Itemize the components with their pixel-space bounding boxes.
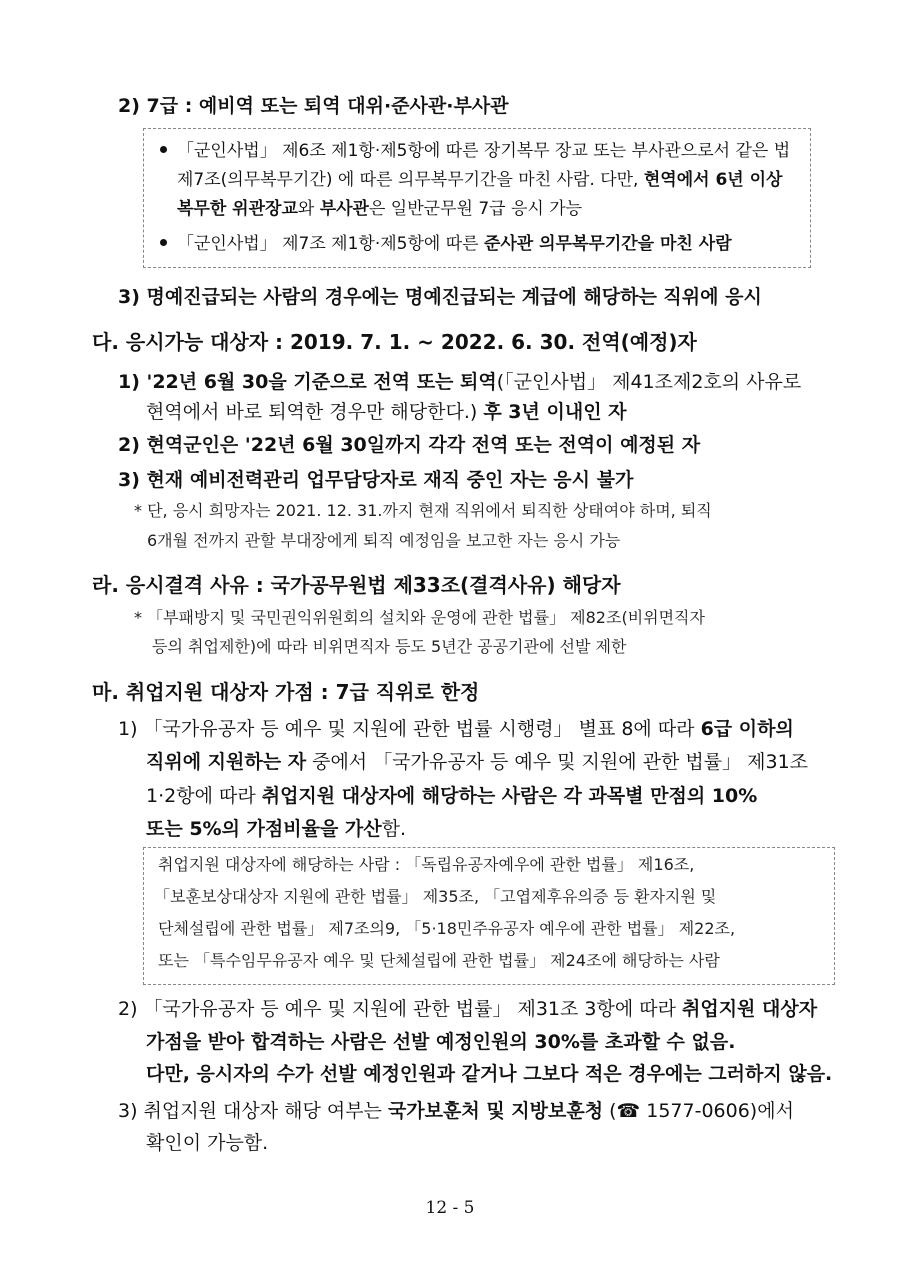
da-note-line-2: 6개월 전까지 관할 부대장에게 퇴직 예정임을 보고한 자는 응시 가능 — [147, 531, 621, 550]
ra-note-line-1: * 「부패방지 및 국민권익위원회의 설치와 운영에 관한 법률」 제82조(비위면직자 — [134, 608, 705, 627]
box2-line-3: 단체설립에 관한 법률」 제7조의9, 「5·18민주유공자 예우에 관한 법률」 제22조, — [158, 919, 736, 938]
ma-item-2-line-2: 가점을 받아 합격하는 사람은 선발 예정인원의 30%를 초과할 수 없음. — [146, 1031, 736, 1053]
da-item-1-line-2: 현역에서 바로 퇴역한 경우만 해당한다.) 후 3년 이내인 자 — [146, 401, 627, 423]
section-ma-title: 마. 취업지원 대상자 가점 : 7급 직위로 한정 — [92, 680, 480, 704]
box1-bullet-1-line-1: 「군인사법」 제6조 제1항·제5항에 따른 장기복무 장교 또는 부사관으로서 같은 법 — [160, 137, 790, 165]
section-da-title: 다. 응시가능 대상자 : 2019. 7. 1. ~ 2022. 6. 30. 전역(예정)자 — [92, 330, 697, 354]
ma-item-2-line-1: 2) 「국가유공자 등 예우 및 지원에 관한 법률」 제31조 3항에 따라 취업지원 대상자 — [118, 998, 818, 1020]
item-2-heading: 2) 7급 : 예비역 또는 퇴역 대위·준사관·부사관 — [118, 95, 509, 117]
box2-line-4: 또는 「특수임무유공자 예우 및 단체설립에 관한 법률」 제24조에 해당하는 사람 — [158, 951, 720, 970]
ma-item-1-line-2: 직위에 지원하는 자 중에서 「국가유공자 등 예우 및 지원에 관한 법률」 제31조 — [146, 751, 809, 773]
box2-line-1: 취업지원 대상자에 해당하는 사람 : 「독립유공자예우에 관한 법률」 제16조, — [158, 855, 695, 874]
ma-item-3-line-2: 확인이 가능함. — [146, 1132, 269, 1154]
ma-item-2-line-3: 다만, 응시자의 수가 선발 예정인원과 같거나 그보다 적은 경우에는 그러하지 않음. — [146, 1063, 833, 1085]
page-number: 12 - 5 — [425, 1198, 475, 1218]
ma-item-1-line-4: 또는 5%의 가점비율을 가산함. — [146, 818, 407, 840]
da-item-1-line-1: 1) '22년 6월 30을 기준으로 전역 또는 퇴역(「군인사법」 제41조제2호의 사유로 — [118, 371, 802, 393]
ma-item-3-line-1: 3) 취업지원 대상자 해당 여부는 국가보훈처 및 지방보훈청 (☎ 1577-0606)에서 — [118, 1100, 794, 1122]
da-note-line-1: * 단, 응시 희망자는 2021. 12. 31.까지 현재 직위에서 퇴직한 상태여야 하며, 퇴직 — [134, 501, 712, 520]
box1-bullet-1-line-2: 제7조(의무복무기간) 에 따른 의무복무기간을 마친 사람. 다만, 현역에서 6년 이상 — [177, 170, 783, 190]
section-ra-title: 라. 응시결격 사유 : 국가공무원법 제33조(결격사유) 해당자 — [92, 573, 621, 597]
box1-bullet-2: 「군인사법」 제7조 제1항·제5항에 따른 준사관 의무복무기간을 마친 사람 — [160, 230, 732, 258]
bullet-icon — [160, 239, 167, 246]
ra-note-line-2: 등의 취업제한)에 따라 비위면직자 등도 5년간 공공기관에 선발 제한 — [152, 637, 627, 656]
ma-item-1-line-3: 1·2항에 따라 취업지원 대상자에 해당하는 사람은 각 과목별 만점의 10% — [146, 785, 758, 807]
ma-item-1-line-1: 1) 「국가유공자 등 예우 및 지원에 관한 법률 시행령」 별표 8에 따라 6급 이하의 — [118, 718, 794, 740]
box2-line-2: 「보훈보상대상자 지원에 관한 법률」 제35조, 「고엽제후유의증 등 환자지원 및 — [154, 887, 717, 906]
item-3-heading: 3) 명예진급되는 사람의 경우에는 명예진급되는 계급에 해당하는 직위에 응시 — [118, 286, 762, 308]
da-item-3: 3) 현재 예비전력관리 업무담당자로 재직 중인 자는 응시 불가 — [118, 469, 634, 491]
bullet-icon — [160, 146, 167, 153]
da-item-2: 2) 현역군인은 '22년 6월 30일까지 각각 전역 또는 전역이 예정된 자 — [118, 434, 701, 456]
box1-bullet-1-line-3: 복무한 위관장교와 부사관은 일반군무원 7급 응시 가능 — [177, 199, 583, 219]
